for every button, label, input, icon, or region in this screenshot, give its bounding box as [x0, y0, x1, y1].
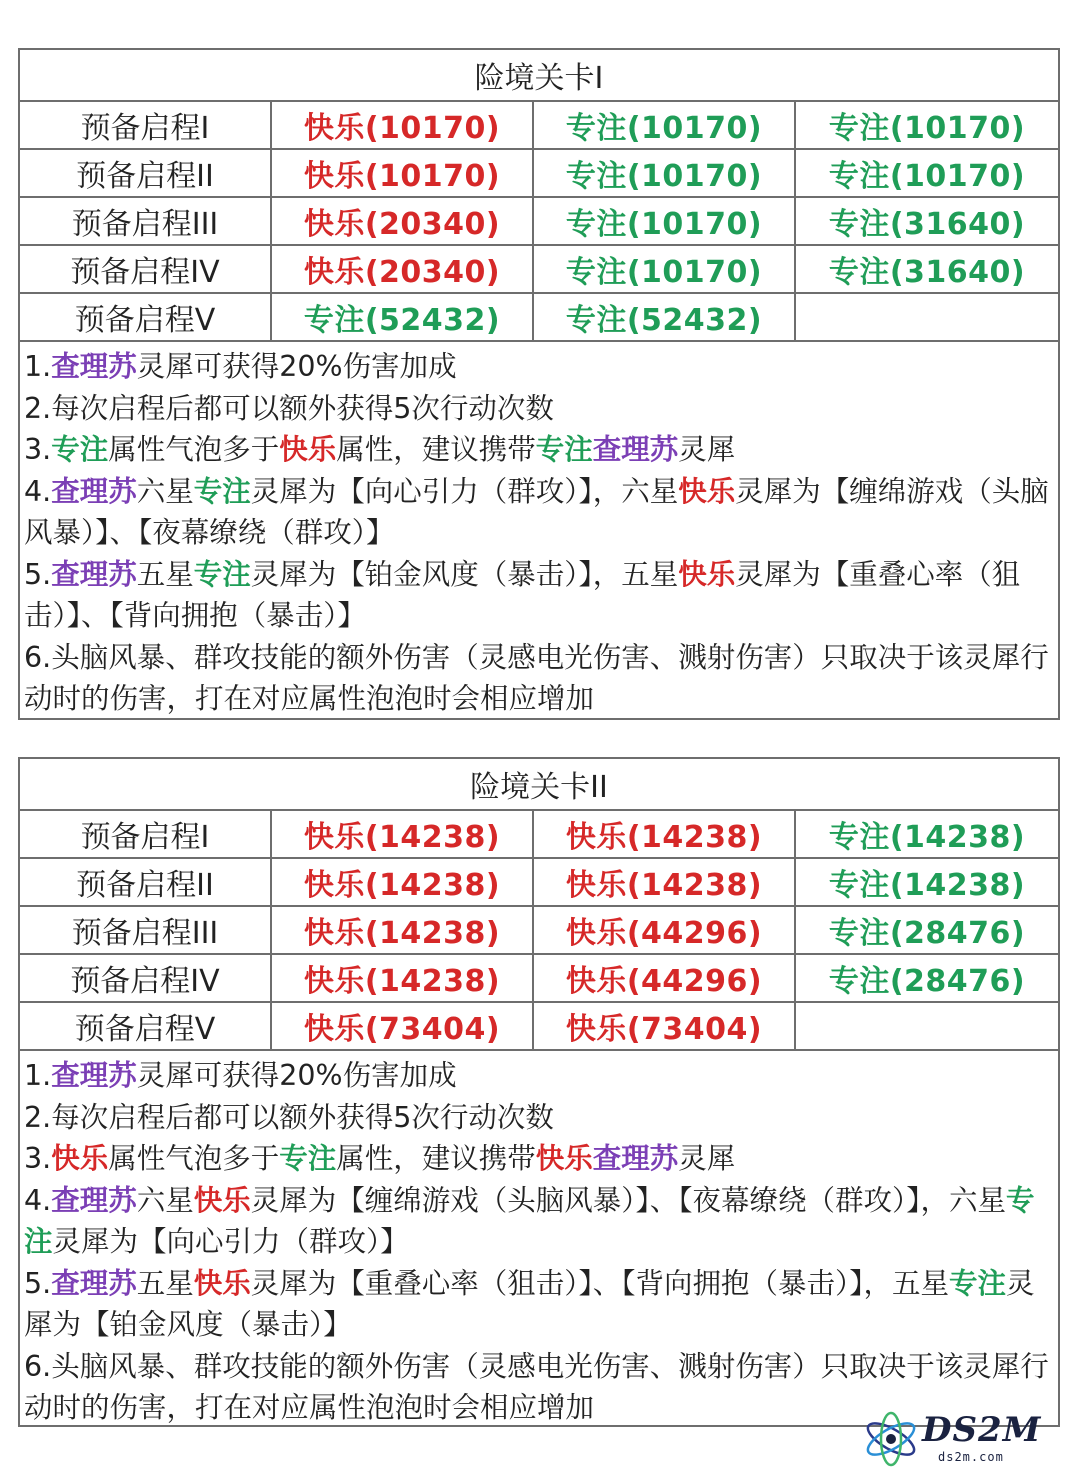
note-text: 属性气泡多于 [108, 433, 280, 466]
note-keyword: 专注 [279, 1142, 337, 1175]
note-text: 2.每次启程后都可以额外获得5次行动次数 [24, 391, 554, 425]
stage-label: 预备启程III [20, 198, 272, 246]
note-keyword: 查理苏 [592, 433, 679, 466]
note-text: 2.每次启程后都可以额外获得5次行动次数 [24, 1100, 554, 1134]
stage-label: 预备启程V [20, 1003, 272, 1051]
note-item [24, 429, 1054, 471]
score-cell: 快乐(10170) [272, 102, 534, 150]
score-cell: 专注(31640) [796, 198, 1058, 246]
stage-table-2 [18, 757, 1060, 1427]
note-text: 4. [24, 474, 52, 508]
score-cell: 快乐(20340) [272, 246, 534, 294]
score-cell: 专注(52432) [534, 294, 796, 342]
note-text: 六星 [136, 474, 194, 508]
score-cell: 专注(10170) [534, 102, 796, 150]
note-keyword: 查理苏 [51, 1183, 137, 1217]
note-text: 灵犀为【铂金风度（暴击）】，五星 [250, 557, 679, 591]
watermark-text: DS2M [922, 1410, 1042, 1450]
note-text: 3. [24, 1142, 52, 1175]
note-text: 6.头脑风暴、群攻技能的额外伤害（灵感电光伤害、溅射伤害）只取决于该灵犀行动时的伤害，打在对应属性泡泡时会相应增加 [24, 1349, 1049, 1424]
note-text: 6.头脑风暴、群攻技能的额外伤害（灵感电光伤害、溅射伤害）只取决于该灵犀行动时的伤害，打在对应属性泡泡时会相应增加 [24, 640, 1049, 715]
note-keyword: 快乐 [279, 433, 337, 466]
score-cell: 快乐(20340) [272, 198, 534, 246]
score-cell: 专注(31640) [796, 246, 1058, 294]
note-text: 灵犀可获得20%伤害加成 [136, 350, 457, 383]
notes-list [20, 1051, 1058, 1429]
score-cell: 快乐(73404) [272, 1003, 534, 1051]
stage-label: 预备启程II [20, 859, 272, 907]
note-text: 3. [24, 433, 52, 466]
score-cell: 快乐(14238) [272, 859, 534, 907]
note-keyword: 快乐 [193, 1183, 251, 1217]
note-item [24, 1138, 1054, 1180]
note-keyword: 查理苏 [51, 557, 137, 591]
score-cell: 专注(10170) [796, 102, 1058, 150]
stage-label: 预备启程III [20, 907, 272, 955]
note-keyword: 查理苏 [51, 1059, 137, 1092]
watermark-logo [860, 1408, 1070, 1472]
note-keyword: 专注 [51, 433, 109, 466]
note-text: 六星 [136, 1183, 194, 1217]
note-text: 灵犀为【铂金风度（暴击）】 [24, 1266, 1035, 1341]
score-cell: 专注(10170) [534, 198, 796, 246]
note-item [24, 471, 1054, 554]
note-text: 1. [24, 1059, 52, 1092]
note-keyword: 专注 [24, 1183, 1035, 1258]
note-keyword: 快乐 [51, 1142, 109, 1175]
note-text: 1. [24, 350, 52, 383]
score-cell: 专注(14238) [796, 859, 1058, 907]
note-text: 灵犀为【缠绵游戏（头脑风暴）】、【夜幕缭绕（群攻）】，六星 [250, 1183, 1007, 1217]
note-text: 灵犀 [678, 433, 736, 466]
note-item [24, 554, 1054, 637]
note-text: 5. [24, 1266, 52, 1300]
note-keyword: 查理苏 [51, 1266, 137, 1300]
stage-label: 预备启程V [20, 294, 272, 342]
score-cell: 快乐(14238) [272, 955, 534, 1003]
stage-label: 预备启程I [20, 102, 272, 150]
note-item [24, 637, 1054, 720]
score-cell: 快乐(14238) [272, 811, 534, 859]
score-cell: 专注(28476) [796, 955, 1058, 1003]
watermark-subtext: ds2m.com [938, 1450, 1004, 1464]
score-cell: 专注(10170) [796, 150, 1058, 198]
note-text: 灵犀为【缠绵游戏（头脑风暴）】、【夜幕缭绕（群攻）】 [24, 474, 1049, 549]
note-text: 灵犀可获得20%伤害加成 [136, 1059, 457, 1092]
note-keyword: 专注 [193, 557, 251, 591]
note-text: 灵犀 [678, 1142, 736, 1175]
score-cell: 快乐(44296) [534, 955, 796, 1003]
score-cell: 专注(14238) [796, 811, 1058, 859]
score-cell: 专注(28476) [796, 907, 1058, 955]
note-keyword: 快乐 [193, 1266, 251, 1300]
score-cell: 专注(52432) [272, 294, 534, 342]
score-cell [796, 294, 1058, 342]
table-title: 险境关卡II [20, 759, 1058, 811]
score-cell [796, 1003, 1058, 1051]
note-text: 4. [24, 1183, 52, 1217]
score-cell: 专注(10170) [534, 150, 796, 198]
score-cell: 快乐(44296) [534, 907, 796, 955]
stage-grid [20, 102, 1058, 342]
note-keyword: 查理苏 [51, 474, 137, 508]
note-item [24, 388, 1054, 430]
stage-label: 预备启程IV [20, 246, 272, 294]
score-cell: 快乐(14238) [534, 859, 796, 907]
note-keyword: 查理苏 [51, 350, 137, 383]
note-text: 属性，建议携带 [336, 1142, 536, 1175]
note-text: 五星 [136, 1266, 194, 1300]
note-keyword: 快乐 [678, 474, 736, 508]
note-text: 灵犀为【向心引力（群攻）】 [52, 1225, 409, 1258]
note-text: 5. [24, 557, 52, 591]
note-text: 灵犀为【重叠心率（狙击）】、【背向拥抱（暴击）】，五星 [250, 1266, 950, 1300]
note-keyword: 查理苏 [592, 1142, 679, 1175]
stage-label: 预备启程I [20, 811, 272, 859]
note-item [24, 1097, 1054, 1139]
note-keyword: 专注 [949, 1266, 1007, 1300]
score-cell: 快乐(14238) [534, 811, 796, 859]
score-cell: 快乐(73404) [534, 1003, 796, 1051]
note-text: 属性，建议携带 [336, 433, 536, 466]
stage-grid [20, 811, 1058, 1051]
note-item [24, 1180, 1054, 1263]
stage-label: 预备启程II [20, 150, 272, 198]
note-item [24, 1055, 1054, 1097]
note-item [24, 346, 1054, 388]
note-text: 灵犀为【重叠心率（狙击）】、【背向拥抱（暴击）】 [24, 557, 1021, 632]
note-keyword: 专注 [193, 474, 251, 508]
note-keyword: 快乐 [678, 557, 736, 591]
score-cell: 快乐(14238) [272, 907, 534, 955]
score-cell: 专注(10170) [534, 246, 796, 294]
note-text: 灵犀为【向心引力（群攻）】，六星 [250, 474, 679, 508]
notes-list [20, 342, 1058, 720]
note-text: 五星 [136, 557, 194, 591]
note-keyword: 专注 [535, 433, 593, 466]
score-cell: 快乐(10170) [272, 150, 534, 198]
atom-logo-icon [860, 1408, 922, 1470]
stage-table-1 [18, 48, 1060, 720]
note-text: 属性气泡多于 [108, 1142, 280, 1175]
note-item [24, 1263, 1054, 1346]
note-keyword: 快乐 [535, 1142, 593, 1175]
table-title: 险境关卡I [20, 50, 1058, 102]
stage-label: 预备启程IV [20, 955, 272, 1003]
